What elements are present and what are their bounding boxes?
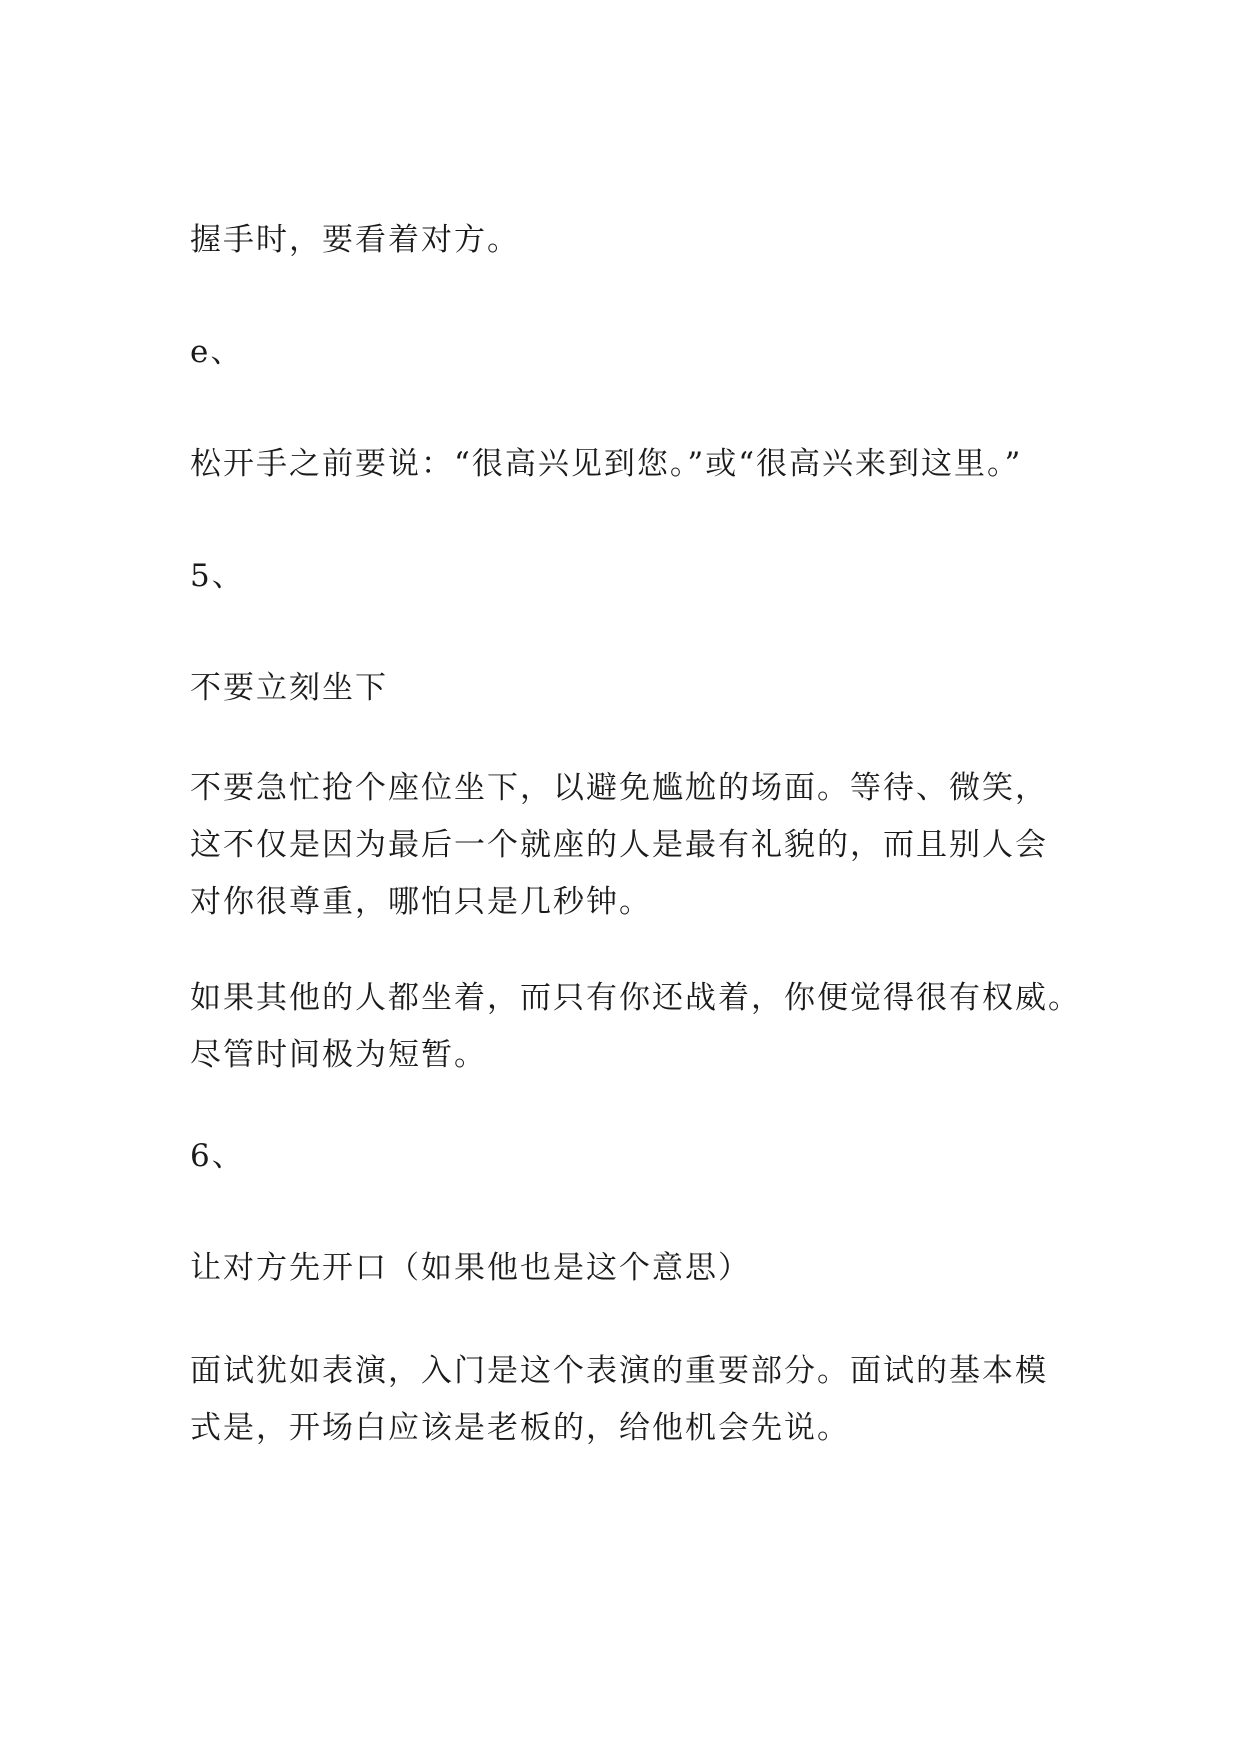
paragraph-line: 尽管时间极为短暂。 [190,1037,487,1073]
paragraph-line: 面试犹如表演，入门是这个表演的重要部分。面试的基本模 [190,1353,1048,1389]
text-line-handshake-look: 握手时，要看着对方。 [190,222,520,258]
paragraph-interview-performance [190,1343,1070,1457]
paragraph-standing-authority [190,970,1081,1084]
list-marker-6: 6、 [190,1138,245,1174]
paragraph-line: 这不仅是因为最后一个就座的人是最有礼貌的，而且别人会 [190,827,1048,863]
list-marker-5: 5、 [190,558,245,594]
paragraph-dont-rush-seat [190,760,1070,931]
section-heading-let-other-speak: 让对方先开口（如果他也是这个意思） [190,1250,751,1286]
text-line-release-hand: 松开手之前要说：“很高兴见到您。”或“很高兴来到这里。” [190,446,1023,482]
paragraph-line: 不要急忙抢个座位坐下，以避免尴尬的场面。等待、微笑， [190,770,1048,806]
paragraph-line: 对你很尊重，哪怕只是几秒钟。 [190,884,652,920]
list-marker-e: e、 [190,334,244,370]
paragraph-line: 式是，开场白应该是老板的，给他机会先说。 [190,1410,850,1446]
paragraph-line: 如果其他的人都坐着，而只有你还战着，你便觉得很有权威。 [190,980,1081,1016]
section-heading-dont-sit: 不要立刻坐下 [190,670,388,706]
